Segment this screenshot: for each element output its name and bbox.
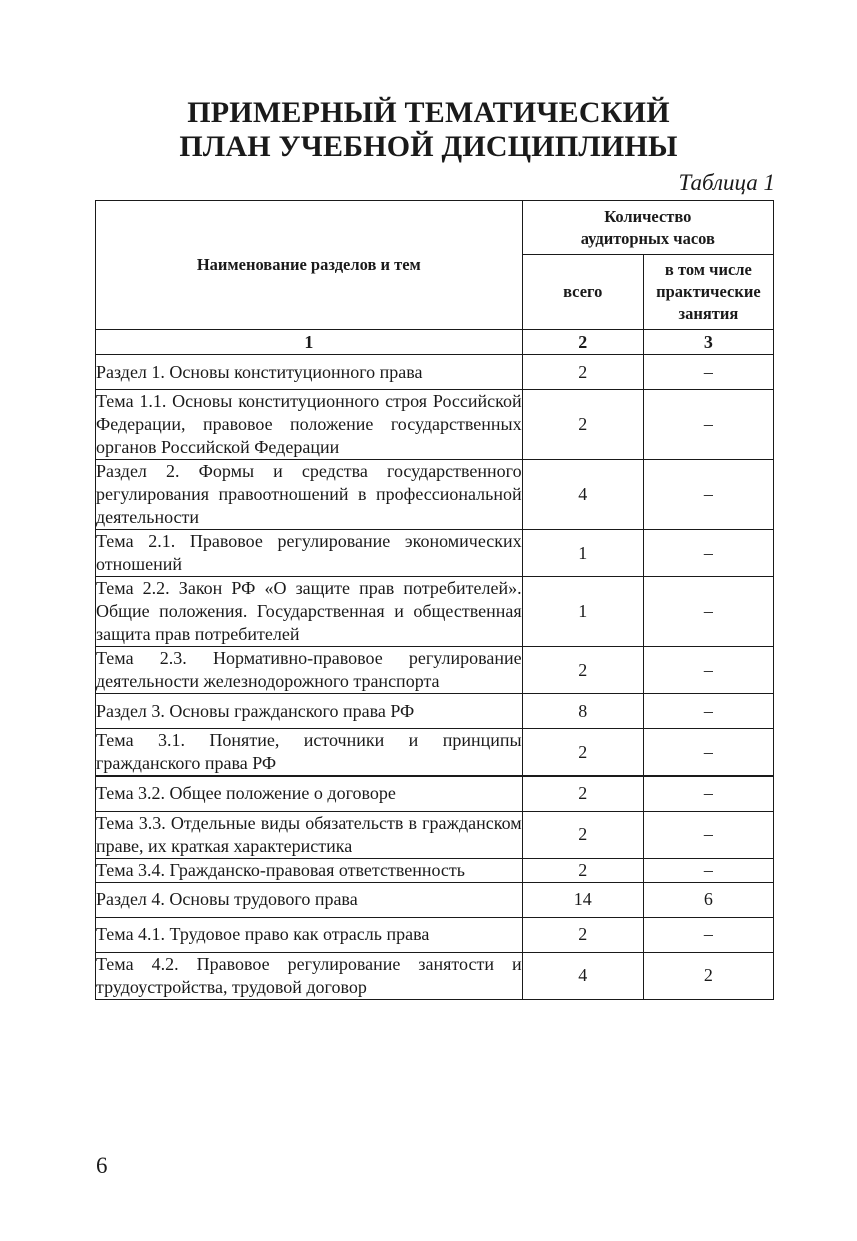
row-name: Тема 1.1. Основы конституционного строя Российской Федерации, правовое положение государственных органов Российской Федерации bbox=[96, 390, 523, 460]
row-total-hours: 2 bbox=[522, 811, 643, 858]
table-row bbox=[96, 882, 774, 917]
table-row bbox=[96, 776, 774, 811]
page-title-line-2: ПЛАН УЧЕБНОЙ ДИСЦИПЛИНЫ bbox=[179, 130, 678, 163]
header-hours-group bbox=[522, 201, 773, 255]
row-practical-hours: – bbox=[643, 390, 773, 460]
row-name: Раздел 4. Основы трудового права bbox=[96, 882, 523, 917]
table-row bbox=[96, 647, 774, 694]
row-name: Раздел 1. Основы конституционного права bbox=[96, 355, 523, 390]
table-row bbox=[96, 530, 774, 577]
row-practical-hours: – bbox=[643, 917, 773, 952]
row-practical-hours: 2 bbox=[643, 952, 773, 999]
row-practical-hours: – bbox=[643, 776, 773, 811]
row-practical-hours: – bbox=[643, 729, 773, 777]
row-total-hours: 2 bbox=[522, 390, 643, 460]
header-hours-group-line-1: Количество bbox=[604, 206, 692, 226]
column-number: 1 bbox=[96, 330, 523, 355]
row-name: Раздел 2. Формы и средства государственного регулирования правоотношений в профессиональной деятельности bbox=[96, 460, 523, 530]
row-practical-hours: – bbox=[643, 647, 773, 694]
row-practical-hours: 6 bbox=[643, 882, 773, 917]
row-name: Тема 2.2. Закон РФ «О защите прав потребителей». Общие положения. Государственная и общественная защита прав потребителей bbox=[96, 577, 523, 647]
header-practical bbox=[643, 255, 773, 330]
row-practical-hours: – bbox=[643, 530, 773, 577]
row-total-hours: 4 bbox=[522, 460, 643, 530]
thematic-plan-table bbox=[95, 200, 774, 1000]
row-practical-hours: – bbox=[643, 694, 773, 729]
row-total-hours: 2 bbox=[522, 776, 643, 811]
row-name: Тема 2.1. Правовое регулирование экономических отношений bbox=[96, 530, 523, 577]
row-total-hours: 1 bbox=[522, 530, 643, 577]
header-hours-group-line-2: аудиторных часов bbox=[580, 228, 715, 248]
row-total-hours: 2 bbox=[522, 917, 643, 952]
row-total-hours: 2 bbox=[522, 355, 643, 390]
table-row bbox=[96, 917, 774, 952]
table-row bbox=[96, 694, 774, 729]
header-practical-line-1: в том числе bbox=[664, 260, 752, 279]
table-row bbox=[96, 355, 774, 390]
page-number: 6 bbox=[96, 1153, 108, 1178]
row-name: Тема 3.4. Гражданско-правовая ответственность bbox=[96, 858, 523, 882]
row-practical-hours: – bbox=[643, 460, 773, 530]
row-practical-hours: – bbox=[643, 811, 773, 858]
page-title bbox=[0, 96, 857, 164]
header-practical-line-3: занятия bbox=[678, 304, 739, 323]
table-row bbox=[96, 952, 774, 999]
table-row bbox=[96, 460, 774, 530]
header-practical-line-2: практические bbox=[656, 282, 761, 301]
row-name: Тема 3.1. Понятие, источники и принципы гражданского права РФ bbox=[96, 729, 523, 777]
row-practical-hours: – bbox=[643, 858, 773, 882]
row-name: Раздел 3. Основы гражданского права РФ bbox=[96, 694, 523, 729]
page-title-line-1: ПРИМЕРНЫЙ ТЕМАТИЧЕСКИЙ bbox=[187, 96, 670, 129]
row-total-hours: 1 bbox=[522, 577, 643, 647]
column-number: 3 bbox=[643, 330, 773, 355]
row-total-hours: 8 bbox=[522, 694, 643, 729]
table-caption: Таблица 1 bbox=[678, 170, 775, 195]
row-total-hours: 2 bbox=[522, 647, 643, 694]
row-name: Тема 4.1. Трудовое право как отрасль права bbox=[96, 917, 523, 952]
row-practical-hours: – bbox=[643, 355, 773, 390]
row-name: Тема 4.2. Правовое регулирование занятости и трудоустройства, трудовой договор bbox=[96, 952, 523, 999]
row-total-hours: 2 bbox=[522, 858, 643, 882]
table-row bbox=[96, 811, 774, 858]
row-practical-hours: – bbox=[643, 577, 773, 647]
table-row bbox=[96, 729, 774, 777]
header-total: всего bbox=[522, 255, 643, 330]
row-total-hours: 14 bbox=[522, 882, 643, 917]
row-total-hours: 2 bbox=[522, 729, 643, 777]
table-row bbox=[96, 390, 774, 460]
table-row bbox=[96, 577, 774, 647]
row-name: Тема 3.2. Общее положение о договоре bbox=[96, 776, 523, 811]
row-name: Тема 2.3. Нормативно-правовое регулирование деятельности железнодорожного транспорта bbox=[96, 647, 523, 694]
table-row bbox=[96, 858, 774, 882]
column-number-row bbox=[96, 330, 774, 355]
column-number: 2 bbox=[522, 330, 643, 355]
row-total-hours: 4 bbox=[522, 952, 643, 999]
row-name: Тема 3.3. Отдельные виды обязательств в гражданском праве, их краткая характеристика bbox=[96, 811, 523, 858]
header-section-names: Наименование разделов и тем bbox=[96, 201, 523, 330]
